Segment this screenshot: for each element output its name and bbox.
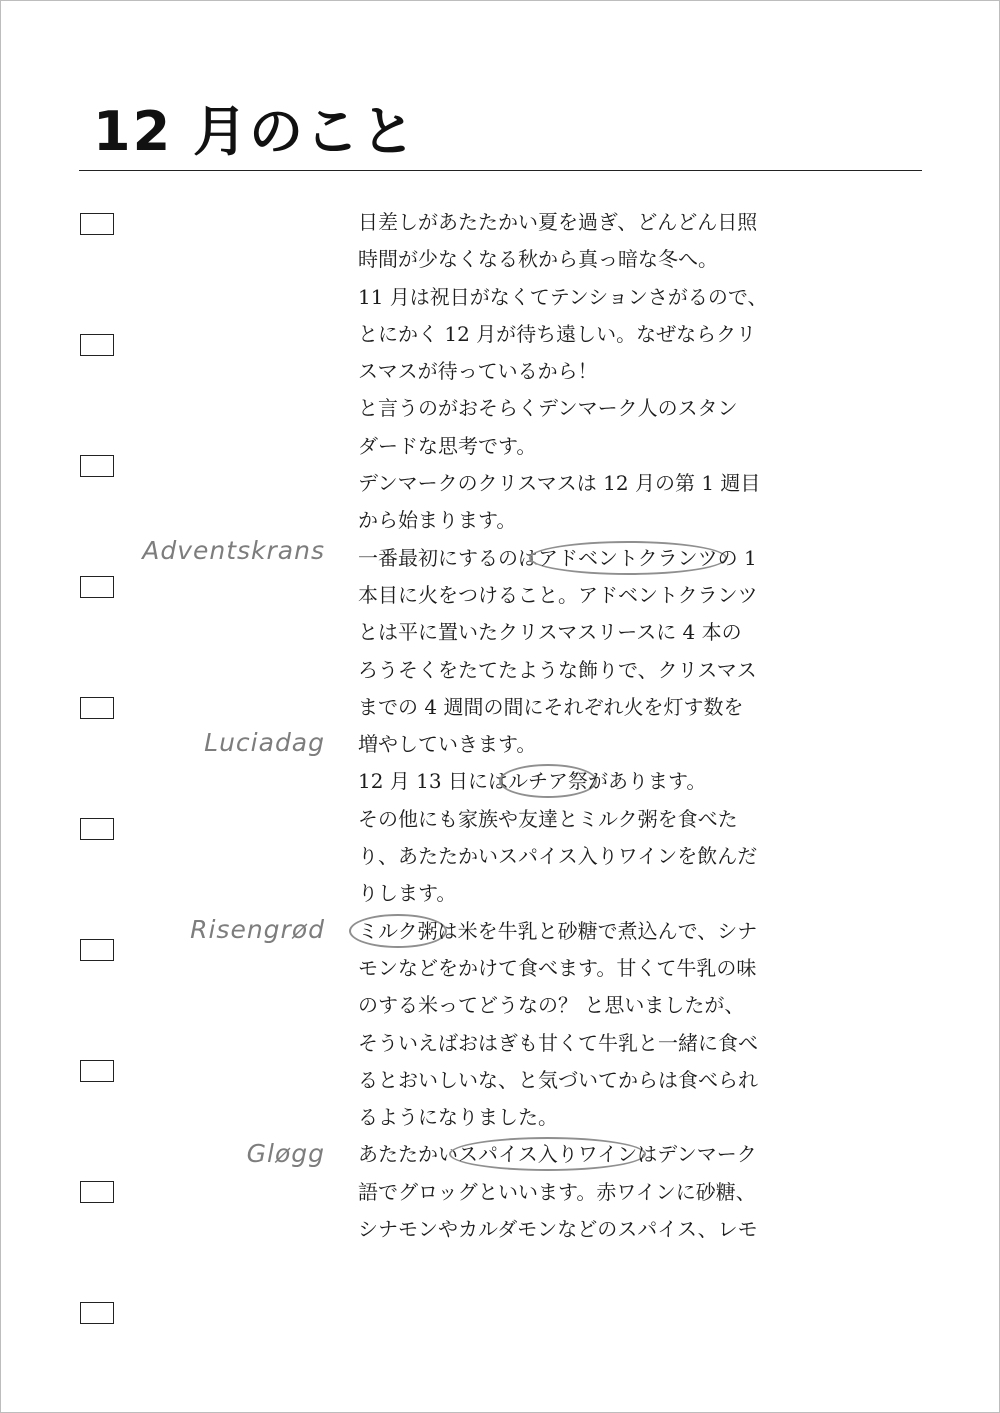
highlighted-term: スパイス入りワイン [449, 1137, 646, 1171]
highlighted-term: ミルク粥 [349, 914, 447, 948]
text-line: と言うのがおそらくデンマーク人のスタン [358, 396, 738, 421]
text-line: るようになりました。 [358, 1105, 558, 1130]
text-line: 本目に火をつけること。アドベントクランツ [358, 582, 758, 607]
text-line: のする米ってどうなの？ と思いましたが、 [358, 993, 745, 1018]
title-underline [79, 170, 922, 171]
text-line [358, 913, 798, 950]
text-line: ろうそくをたてたような飾りで、クリスマス [358, 657, 757, 682]
text-line: 11 月は祝日がなくてテンションさがるので、 [358, 284, 768, 309]
text-line [358, 1136, 798, 1173]
text-segment: あたたかい [358, 1142, 458, 1167]
checkbox[interactable] [80, 213, 114, 235]
text-segment: はデンマーク [637, 1142, 757, 1167]
text-line: から始まります。 [358, 508, 517, 533]
text-segment: は米を牛乳と砂糖で煮込んで、シナ [437, 918, 758, 943]
annotation-glogg: Gløgg [246, 1139, 325, 1168]
text-line: とにかく 12 月が待ち遠しい。なぜならクリ [358, 321, 757, 346]
text-line [358, 763, 798, 800]
text-segment: の 1 [717, 545, 757, 570]
annotation-luciadag: Luciadag [204, 728, 325, 757]
annotation-risengrod: Risengrød [190, 915, 325, 944]
checkbox[interactable] [80, 1060, 114, 1082]
checkbox[interactable] [80, 1181, 114, 1203]
text-line: その他にも家族や友達とミルク粥を食べた [358, 806, 738, 831]
text-segment: 一番最初にするのは [358, 545, 538, 570]
checkbox[interactable] [80, 1302, 114, 1324]
text-line: 日差しがあたたかい夏を過ぎ、どんどん日照 [358, 210, 758, 234]
text-line: デンマークのクリスマスは 12 月の第 1 週目 [358, 471, 761, 496]
annotation-adventskrans: Adventskrans [142, 536, 325, 565]
text-line: 語でグロッグといいます。赤ワインに砂糖、 [358, 1179, 756, 1204]
text-line: そういえばおはぎも甘くて牛乳と一緒に食べ [358, 1030, 758, 1055]
text-line [358, 540, 798, 577]
text-line: モンなどをかけて食べます。甘くて牛乳の味 [358, 955, 757, 980]
checkbox[interactable] [80, 939, 114, 961]
page-title: 12 月のこと [93, 100, 417, 163]
text-line: までの 4 週間の間にそれぞれ火を灯す数を [358, 694, 744, 719]
highlighted-term: ルチア祭 [499, 764, 597, 798]
checkbox[interactable] [80, 455, 114, 477]
text-segment: 12 月 13 日には [358, 769, 508, 794]
checkbox[interactable] [80, 818, 114, 840]
text-line: り、あたたかいスパイス入りワインを飲んだ [358, 844, 758, 869]
text-line: 時間が少なくなる秋から真っ暗な冬へ。 [358, 247, 718, 272]
text-line: スマスが待っているから！ [358, 359, 598, 384]
checkbox[interactable] [80, 576, 114, 598]
text-segment: があります。 [587, 769, 707, 794]
text-line: ダードな思考です。 [358, 433, 537, 458]
text-line: るとおいしいな、と気づいてからは食べられ [358, 1067, 758, 1092]
text-line: 増やしていきます。 [358, 732, 537, 757]
body-text [358, 204, 798, 1248]
checkbox[interactable] [80, 334, 114, 356]
text-line: りします。 [358, 881, 457, 906]
text-line: シナモンやカルダモンなどのスパイス、レモ [358, 1217, 758, 1242]
text-line: とは平に置いたクリスマスリースに 4 本の [358, 620, 742, 645]
checkbox[interactable] [80, 697, 114, 719]
highlighted-term: アドベントクランツ [529, 541, 727, 575]
